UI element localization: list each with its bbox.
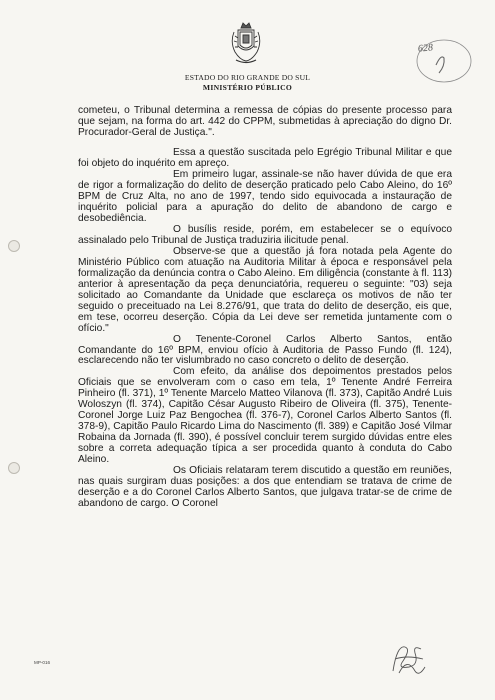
header-institution: MINISTÉRIO PÚBLICO xyxy=(202,83,293,92)
paragraph: cometeu, o Tribunal determina a remessa de cópias do presente processo para que sejam, na forma do art. 442 do CPPM, submetidas à apreciação do digno Dr. Procurador-Geral de Justiça.". xyxy=(78,105,452,138)
paragraph: Os Oficiais relataram terem discutido a questão em reuniões, nas quais surgiram duas posições: a dos que entendiam se tratava de crime de deserção e a do Coronel Carlos Alberto Santos, que julgava tratar-se de crime de abandono de cargo. O Coronel xyxy=(78,465,452,509)
paragraph: O busílis reside, porém, em estabelecer se o equívoco assinalado pelo Tribunal de Justiça traduziria ilicitude penal. xyxy=(78,224,452,246)
punch-hole xyxy=(8,240,20,252)
document-body xyxy=(78,106,452,510)
paragraph: Com efeito, da análise dos depoimentos prestados pelos Oficiais que se envolveram com o caso em tela, 1º Tenente André Ferreira Pinheiro (fl. 371), 1º Tenente Marcelo Matteo Vilanova (fl. 373), Capitão André Luis Woloszyn (fl. 374), Capitão César Augusto Ribeiro de Oliveira (fl. 375), Tenente-Coronel Jorge Luiz Paz Bengochea (fl. 376-7), Coronel Carlos Alberto Santos (fl. 378-9), Capitão Paulo Ricardo Lima do Nascimento (fl. 389) e Capitão José Vilmar Robaina da Jornada (fl. 390), é possível concluir terem surgido dúvidas entre eles sobre a correta adequação típica a ser procedida quanto à conduta do Cabo Aleino. xyxy=(78,366,452,466)
header-state: ESTADO DO RIO GRANDE DO SUL xyxy=(184,73,311,82)
folio-number: 628 xyxy=(417,42,434,55)
signature-icon xyxy=(385,637,431,679)
paragraph: Em primeiro lugar, assinale-se não haver dúvida de que era de rigor a formalização do delito de deserção praticado pelo Cabo Aleino, do 16º BPM de Cruz Alta, no ano de 1997, tendo sido equivocada a instauração de inquérito policial para a apuração do delito de abandono de cargo e desobediência. xyxy=(78,169,452,225)
paragraph: O Tenente-Coronel Carlos Alberto Santos, então Comandante do 16º BPM, enviou ofício à Auditoria de Passo Fundo (fl. 124), esclarecendo não ter vislumbrado no caso concreto o delito de deserção. xyxy=(78,333,452,367)
paragraph: Observe-se que a questão já fora notada pela Agente do Ministério Público com atuação na Auditoria Militar à época e responsável pela formalização da denúncia contra o Cabo Aleino. Em diligência (constante à fl. 113) anterior à apresentação da peça denunciatória, requereu o seguinte: "03) seja solicitado ao Comandante da Unidade que esclareça os motivos de não ter seguido o preceituado na Lei 8.276/91, que trata do delito de deserção, eis que, em tese, ocorreu deserção. Cópia da Lei deve ser remetida juntamente com o ofício." xyxy=(78,245,452,334)
paragraph: Essa a questão suscitada pelo Egrégio Tribunal Militar e que foi objeto do inquérito em apreço. xyxy=(78,147,452,170)
form-code: MP-016 xyxy=(34,660,51,665)
punch-hole xyxy=(8,462,20,474)
coat-of-arms-icon xyxy=(229,20,263,66)
